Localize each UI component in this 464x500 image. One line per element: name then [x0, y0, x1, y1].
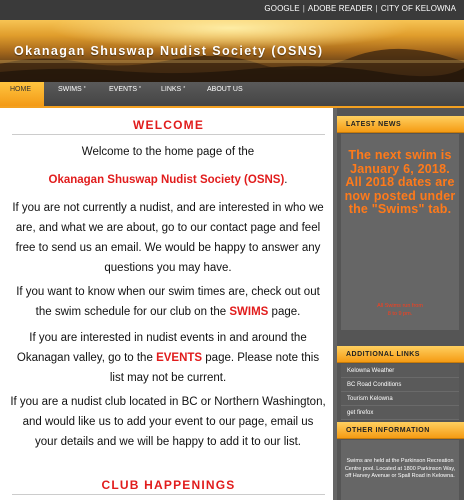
additional-links-heading: ADDITIONAL LINKS [337, 346, 464, 363]
nav-about-us[interactable] [207, 82, 243, 106]
link-kelowna-weather[interactable]: Kelowna Weather [341, 364, 459, 378]
top-link-city-of-kelowna[interactable]: CITY OF KELOWNA [380, 4, 456, 13]
latest-news-note [343, 302, 457, 318]
nav-about-us-label: ABOUT US [207, 86, 243, 93]
latest-news-heading: LATEST NEWS [337, 116, 464, 133]
nav-swims[interactable] [58, 82, 86, 106]
paragraph-swims [10, 282, 326, 322]
club-happenings-heading: CLUB HAPPENINGS [101, 478, 236, 492]
site-title: Okanagan Shuswap Nudist Society (OSNS) [14, 44, 324, 58]
dropdown-marker-icon: * [83, 86, 86, 92]
paragraph-events-suffix: page. Please note this list may not be current. [109, 352, 320, 384]
additional-links-list [341, 364, 459, 420]
society-name-line [10, 170, 326, 190]
paragraph-new-visitors: If you are not currently a nudist, and are interested in who we are, and what we are about, go to our contact page and feel free to send us an email. We would be happy to answer any questions you may have. [12, 202, 324, 274]
intro-line: Welcome to the home page of the [81, 146, 255, 158]
swims-page-link[interactable]: SWIMS [229, 306, 269, 318]
top-link-adobe-reader[interactable]: ADOBE READER [307, 4, 373, 13]
link-bc-road-conditions[interactable]: BC Road Conditions [341, 378, 459, 392]
latest-news-note-line-1: All Swims run from [377, 303, 423, 309]
paragraph-swims-suffix: page. [271, 306, 301, 318]
link-tourism-kelowna[interactable]: Tourism Kelowna [341, 392, 459, 406]
site-banner [0, 20, 464, 82]
latest-news-note-line-2: 8 to 9 pm. [387, 311, 413, 317]
top-utility-bar [0, 0, 464, 20]
nav-home[interactable] [0, 82, 44, 106]
paragraph-events-text: If you are interested in nudist events in and around the Okanagan valley, go to the [16, 332, 307, 364]
dropdown-marker-icon: * [139, 86, 141, 92]
top-link-google[interactable]: GOOGLE [264, 4, 300, 13]
nav-events[interactable] [109, 82, 141, 106]
nav-links[interactable] [161, 82, 185, 106]
nav-events-label: EVENTS [109, 86, 138, 93]
dropdown-marker-icon: * [183, 86, 186, 92]
nav-links-label: LINKS [161, 86, 182, 93]
other-information-heading: OTHER INFORMATION [337, 422, 464, 439]
latest-news-text: The next swim is January 6, 2018. All 2018 dates are now posted under the "Swims" tab. [344, 148, 456, 217]
paragraph-events [10, 328, 326, 388]
heading-divider [12, 494, 325, 495]
main-nav [0, 82, 464, 106]
heading-divider [12, 134, 325, 135]
nav-home-label: HOME [10, 86, 31, 93]
link-get-firefox[interactable]: get firefox [341, 406, 459, 420]
welcome-heading: WELCOME [132, 118, 205, 132]
other-information-text: Swims are held at the Parkinson Recreation Centre pool. Located at 1800 Parkinson Way, off Harvey Avenue or Spall Road in Kelowna. [344, 458, 456, 479]
top-link-separator: | [302, 4, 305, 13]
top-link-separator: | [375, 4, 378, 13]
society-name: Okanagan Shuswap Nudist Society (OSNS) [48, 174, 285, 186]
paragraph-clubs: If you are a nudist club located in BC or Northern Washington, and would like us to add your event to our page, email us your details and we will be happy to add it to our list. [10, 396, 326, 448]
paragraph-swims-text: If you want to know when our swim times are, check out out the swim schedule for our club on the [16, 286, 320, 318]
nav-swims-label: SWIMS [58, 86, 82, 93]
top-links [264, 4, 456, 13]
events-page-link[interactable]: EVENTS [156, 352, 203, 364]
society-name-period: . [284, 174, 288, 186]
